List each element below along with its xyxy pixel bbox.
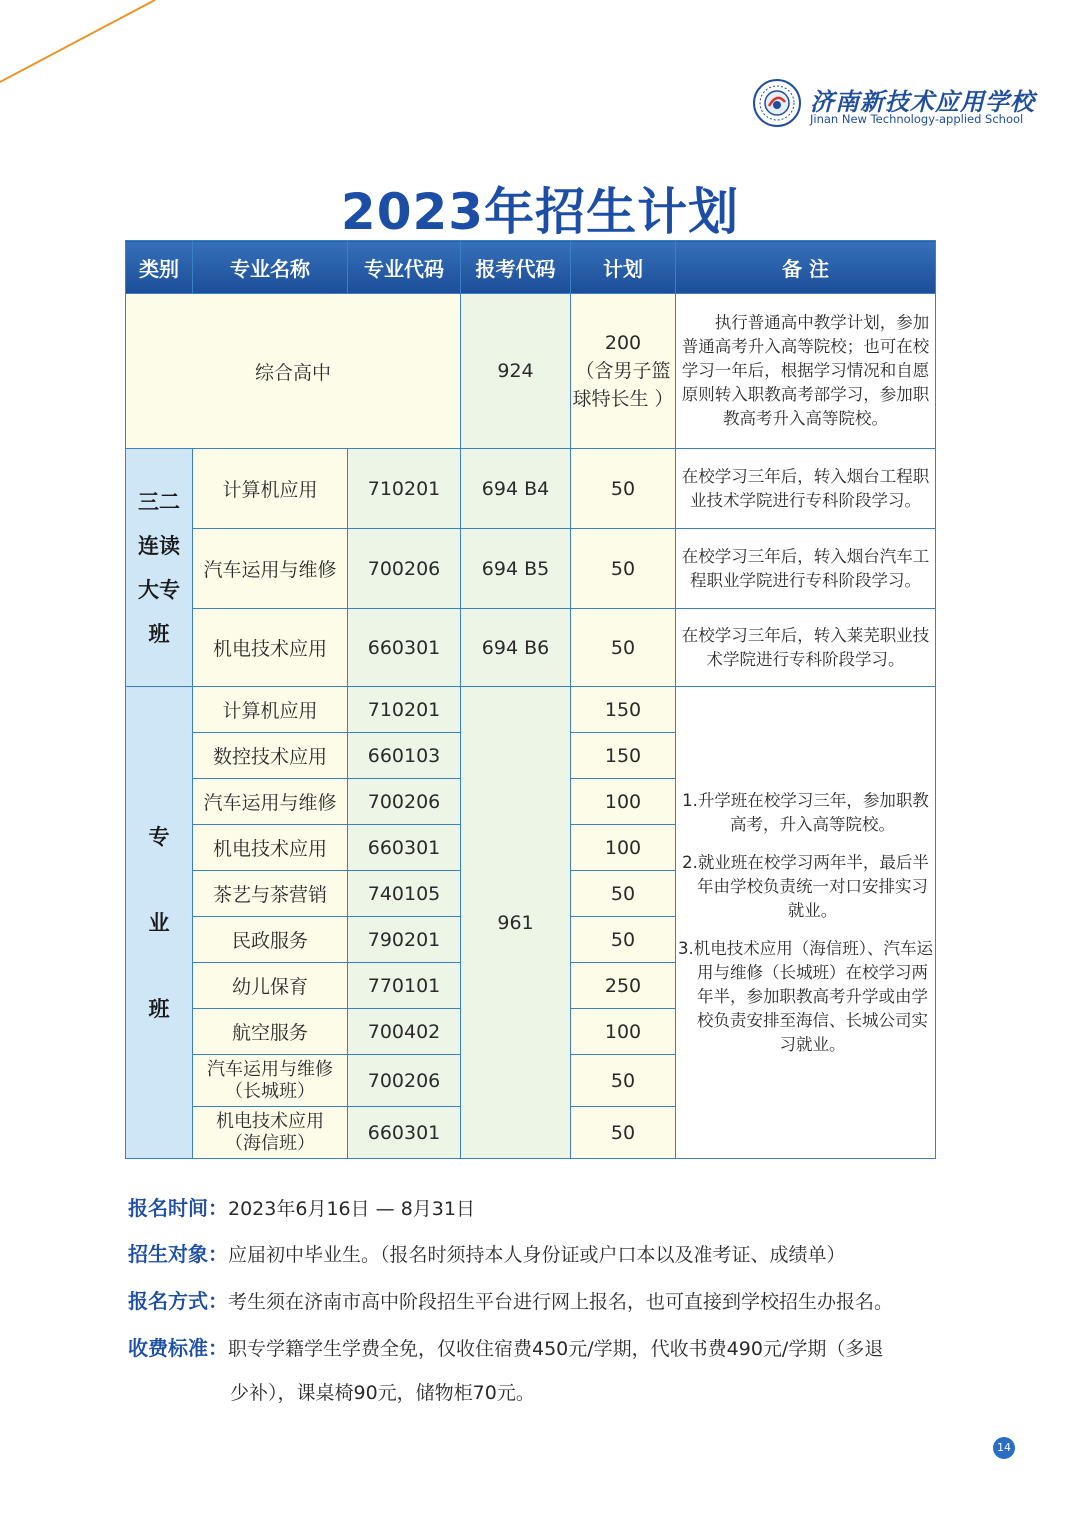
- category-line: 大专: [138, 577, 180, 602]
- plan: 50: [571, 609, 676, 687]
- plan: 100: [571, 825, 676, 871]
- general-exam-code: 924: [461, 294, 571, 449]
- note: 在校学习三年后，转入烟台汽车工程职业学院进行专科阶段学习。: [676, 529, 936, 609]
- major-code: 660301: [348, 609, 461, 687]
- vocational-notes-list: [676, 789, 935, 1057]
- category-three-two: [126, 449, 193, 687]
- note-item: 1.升学班在校学习三年，参加职教高考，升入高等院校。: [682, 790, 929, 834]
- plan: 50: [571, 449, 676, 529]
- exam-code: 694 B6: [461, 609, 571, 687]
- major-code: 790201: [348, 917, 461, 963]
- school-name-cn: 济南新技术应用学校: [810, 87, 1035, 116]
- vocational-exam-code: 961: [461, 687, 571, 1159]
- category-line: 三二: [138, 489, 180, 514]
- major-code: 710201: [348, 449, 461, 529]
- general-plan-line: 200: [604, 332, 642, 354]
- category-line: 班: [148, 996, 170, 1021]
- page-title: 2023年招生计划: [340, 183, 740, 241]
- major-name-sub: （海信班）: [225, 1132, 315, 1154]
- category-line: 专: [148, 824, 170, 849]
- category-line: 班: [148, 621, 170, 646]
- major-name-sub: （长城班）: [225, 1080, 315, 1102]
- table-row: [126, 687, 936, 733]
- header-plan: 计划: [571, 241, 676, 294]
- major-code: 700206: [348, 1055, 461, 1107]
- plan: 50: [571, 871, 676, 917]
- fees-value-line1: 职专学籍学生学费全免，仅收住宿费450元/学期，代收书费490元/学期（多退: [228, 1338, 884, 1360]
- major-name: 机电技术应用: [193, 825, 348, 871]
- plan: 50: [571, 917, 676, 963]
- major-code: 660103: [348, 733, 461, 779]
- major-name: 计算机应用: [193, 449, 348, 529]
- major-code: 740105: [348, 871, 461, 917]
- major-name-main: 机电技术应用: [216, 1110, 324, 1132]
- major-code: 700206: [348, 529, 461, 609]
- vocational-notes: [676, 687, 936, 1159]
- header-exam-code: 报考代码: [461, 241, 571, 294]
- fee-standard-line2: 少补），课桌椅90元，储物柜70元。: [230, 1382, 535, 1404]
- major-name: 汽车运用与维修: [193, 779, 348, 825]
- table-row: [126, 609, 936, 687]
- major-code: 700402: [348, 1009, 461, 1055]
- school-logo: [752, 78, 1052, 134]
- exam-code: 694 B4: [461, 449, 571, 529]
- enrollment-target: 招生对象：应届初中毕业生。（报名时须持本人身份证或户口本以及准考证、成绩单）: [128, 1242, 846, 1266]
- plan: 250: [571, 963, 676, 1009]
- major-name: 机电技术应用: [193, 609, 348, 687]
- general-plan-line: 球特长生 ）: [572, 388, 674, 410]
- page-number: 14: [993, 1437, 1015, 1459]
- category-vocational: [126, 687, 193, 1159]
- category-line: 连读: [138, 533, 180, 558]
- general-note-text: 执行普通高中教学计划，参加普通高考升入高等院校；也可在校学习一年后，根据学习情况和自愿原则转入职教高考部学习，参加职教高考升入高等院校。: [681, 313, 930, 428]
- plan: 150: [571, 733, 676, 779]
- registration-time-value: 2023年6月16日 — 8月31日: [228, 1198, 475, 1220]
- major-code: 710201: [348, 687, 461, 733]
- school-emblem-icon: [752, 78, 802, 128]
- major-code: 700206: [348, 779, 461, 825]
- exam-code: 694 B5: [461, 529, 571, 609]
- header-category: 类别: [126, 241, 193, 294]
- method-value: 考生须在济南市高中阶段招生平台进行网上报名，也可直接到学校招生办报名。: [228, 1291, 894, 1313]
- registration-time: 报名时间：2023年6月16日 — 8月31日: [128, 1196, 475, 1220]
- plan: 50: [571, 529, 676, 609]
- method-label: 报名方式: [128, 1289, 208, 1313]
- target-value: 应届初中毕业生。（报名时须持本人身份证或户口本以及准考证、成绩单）: [228, 1244, 846, 1266]
- fees-label: 收费标准: [128, 1336, 208, 1360]
- category-line: 业: [148, 910, 170, 935]
- general-name: 综合高中: [126, 294, 461, 449]
- plan: 100: [571, 1009, 676, 1055]
- decorative-diagonal-line: [0, 0, 160, 90]
- school-name-en: Jinan New Technology-applied School: [810, 112, 1024, 126]
- major-name: [193, 1055, 348, 1107]
- table-row-general: [126, 294, 936, 449]
- header-remarks: 备 注: [676, 241, 936, 294]
- plan: 150: [571, 687, 676, 733]
- header-major-name: 专业名称: [193, 241, 348, 294]
- note: 在校学习三年后，转入莱芜职业技术学院进行专科阶段学习。: [676, 609, 936, 687]
- note-item: 3.机电技术应用（海信班）、汽车运用与维修（长城班）在校学习两年半，参加职教高考升学或由学校负责安排至海信、长城公司实习就业。: [678, 938, 933, 1054]
- general-plan: [571, 294, 676, 449]
- table-row: [126, 449, 936, 529]
- major-name: 航空服务: [193, 1009, 348, 1055]
- target-label: 招生对象: [128, 1242, 208, 1266]
- major-code: 660301: [348, 825, 461, 871]
- plan: 100: [571, 779, 676, 825]
- general-note: [676, 294, 936, 449]
- major-name: 茶艺与茶营销: [193, 871, 348, 917]
- fee-standard: 收费标准：职专学籍学生学费全免，仅收住宿费450元/学期，代收书费490元/学期（多退: [128, 1336, 884, 1360]
- general-plan-line: （含男子篮: [575, 360, 671, 382]
- major-name: 幼儿保育: [193, 963, 348, 1009]
- plan: 50: [571, 1055, 676, 1107]
- table-row: [126, 529, 936, 609]
- major-name: 计算机应用: [193, 687, 348, 733]
- major-name: [193, 1107, 348, 1159]
- header-major-code: 专业代码: [348, 241, 461, 294]
- enrollment-plan-table: [125, 240, 936, 1159]
- major-name: 汽车运用与维修: [193, 529, 348, 609]
- major-name: 数控技术应用: [193, 733, 348, 779]
- registration-time-label: 报名时间: [128, 1196, 208, 1220]
- major-code: 770101: [348, 963, 461, 1009]
- note: 在校学习三年后，转入烟台工程职业技术学院进行专科阶段学习。: [676, 449, 936, 529]
- plan: 50: [571, 1107, 676, 1159]
- registration-method: 报名方式：考生须在济南市高中阶段招生平台进行网上报名，也可直接到学校招生办报名。: [128, 1289, 894, 1313]
- major-name-main: 汽车运用与维修: [207, 1058, 333, 1080]
- major-name: 民政服务: [193, 917, 348, 963]
- major-code: 660301: [348, 1107, 461, 1159]
- note-item: 2.就业班在校学习两年半，最后半年由学校负责统一对口安排实习就业。: [682, 852, 929, 920]
- table-header-row: [126, 241, 936, 294]
